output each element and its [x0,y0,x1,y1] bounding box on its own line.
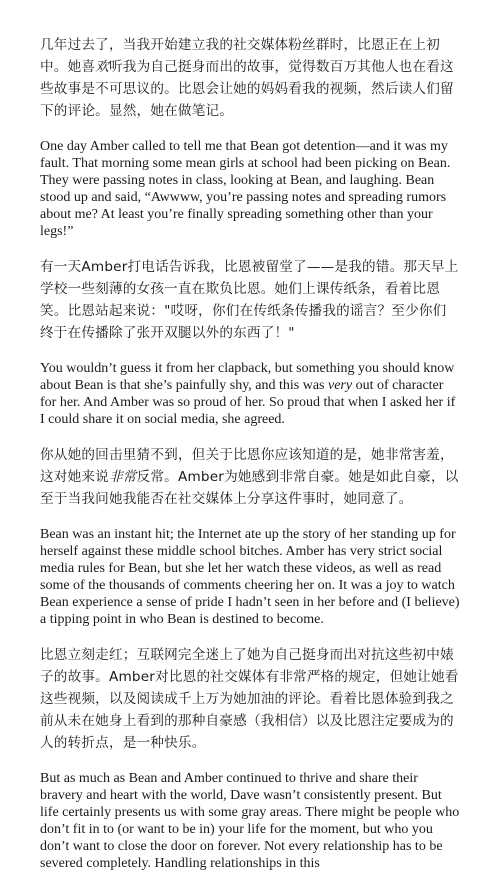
text-run: 你从她的回击里猜不到，但关于比恩你应该知道的是，她非常害羞，这对她来说 [40,447,454,485]
paragraph-4-en [40,360,460,428]
paragraph-8-en [40,770,460,872]
text-run: 比恩立刻走红；互联网完全迷上了她为自己挺身而出对抗这些初中婊子的故事。Amber对比恩的社交媒体有非常严格的规定，但她让她看这些视频，以及阅读成千上万为她加油的评论。看着比恩体验到我之前从未在她身上看到的那种自豪感（我相信）以及比恩注定要成为的人的转折点，是一种快乐。 [40,647,459,751]
text-run: You wouldn’t guess it from her clapback, but something you should know about Bean is that she’s painfully shy, and this was [40,361,455,393]
paragraph-7-zh [40,644,460,754]
paragraph-6-en [40,526,460,628]
text-run: 听我为自己挺身而出的故事，觉得数百万其他人也在看这些故事是不可思议的。比恩会让她的妈妈看我的视频，然后读人们留下的评论。显然，她在做笔记。 [40,59,454,119]
paragraph-1-zh [40,34,460,122]
text-run: Bean was an instant hit; the Internet ate up the story of her standing up for herself against these middle school bitches. Amber has very strict social media rules for Bean, but she let her watch these videos, as well as read some of the thousands of comments cheering her on. It was a joy to watch Bean experience a sense of pride I hadn’t seen in her before and (I believe) a tipping point in who Bean is destined to become. [40,527,460,627]
italic-text-run: very [328,378,353,393]
text-run: 反常。Amber为她感到非常自豪。她是如此自豪，以至于当我问她我能否在社交媒体上分享这件事时，她同意了。 [40,469,459,507]
text-run: out of character for her. And Amber was so proud of her. So proud that when I asked her if I could share it on social media, she agreed. [40,378,456,427]
text-run: 有一天Amber打电话告诉我，比恩被留堂了——是我的错。那天早上学校一些刻薄的女孩一直在欺负比恩。她们上课传纸条，看着比恩笑。比恩站起来说："哎呀，你们在传纸条传播我的谣言？至少你们终于在传播除了张开双腿以外的东西了！" [40,259,459,341]
italic-text-run: 非常 [108,469,137,485]
paragraph-3-zh [40,256,460,344]
text-run: 几年过去了，当我开始建立我的社交媒体粉丝群时，比恩正在上初中。她喜 [40,37,441,75]
paragraph-5-zh [40,444,460,510]
text-run: But as much as Bean and Amber continued to thrive and share their bravery and heart with the world, Dave wasn’t consistently present. But life certainly presents us with some gray areas. There might be people who don’t fit in to (or want to be in) your life for the moment, but who you don’t want to close the door on forever. Not every relationship has to be severed completely. Handling relationships in this [40,771,460,871]
paragraph-2-en [40,138,460,240]
italic-text-run: 欢 [95,59,109,75]
text-run: One day Amber called to tell me that Bean got detention—and it was my fault. That morning some mean girls at school had been picking on Bean. They were passing notes in class, looking at Bean, and laughing. Bean stood up and said, “Awwww, you’re passing notes and spreading rumors about me? At least you’re finally spreading something other than your legs!” [40,139,451,239]
